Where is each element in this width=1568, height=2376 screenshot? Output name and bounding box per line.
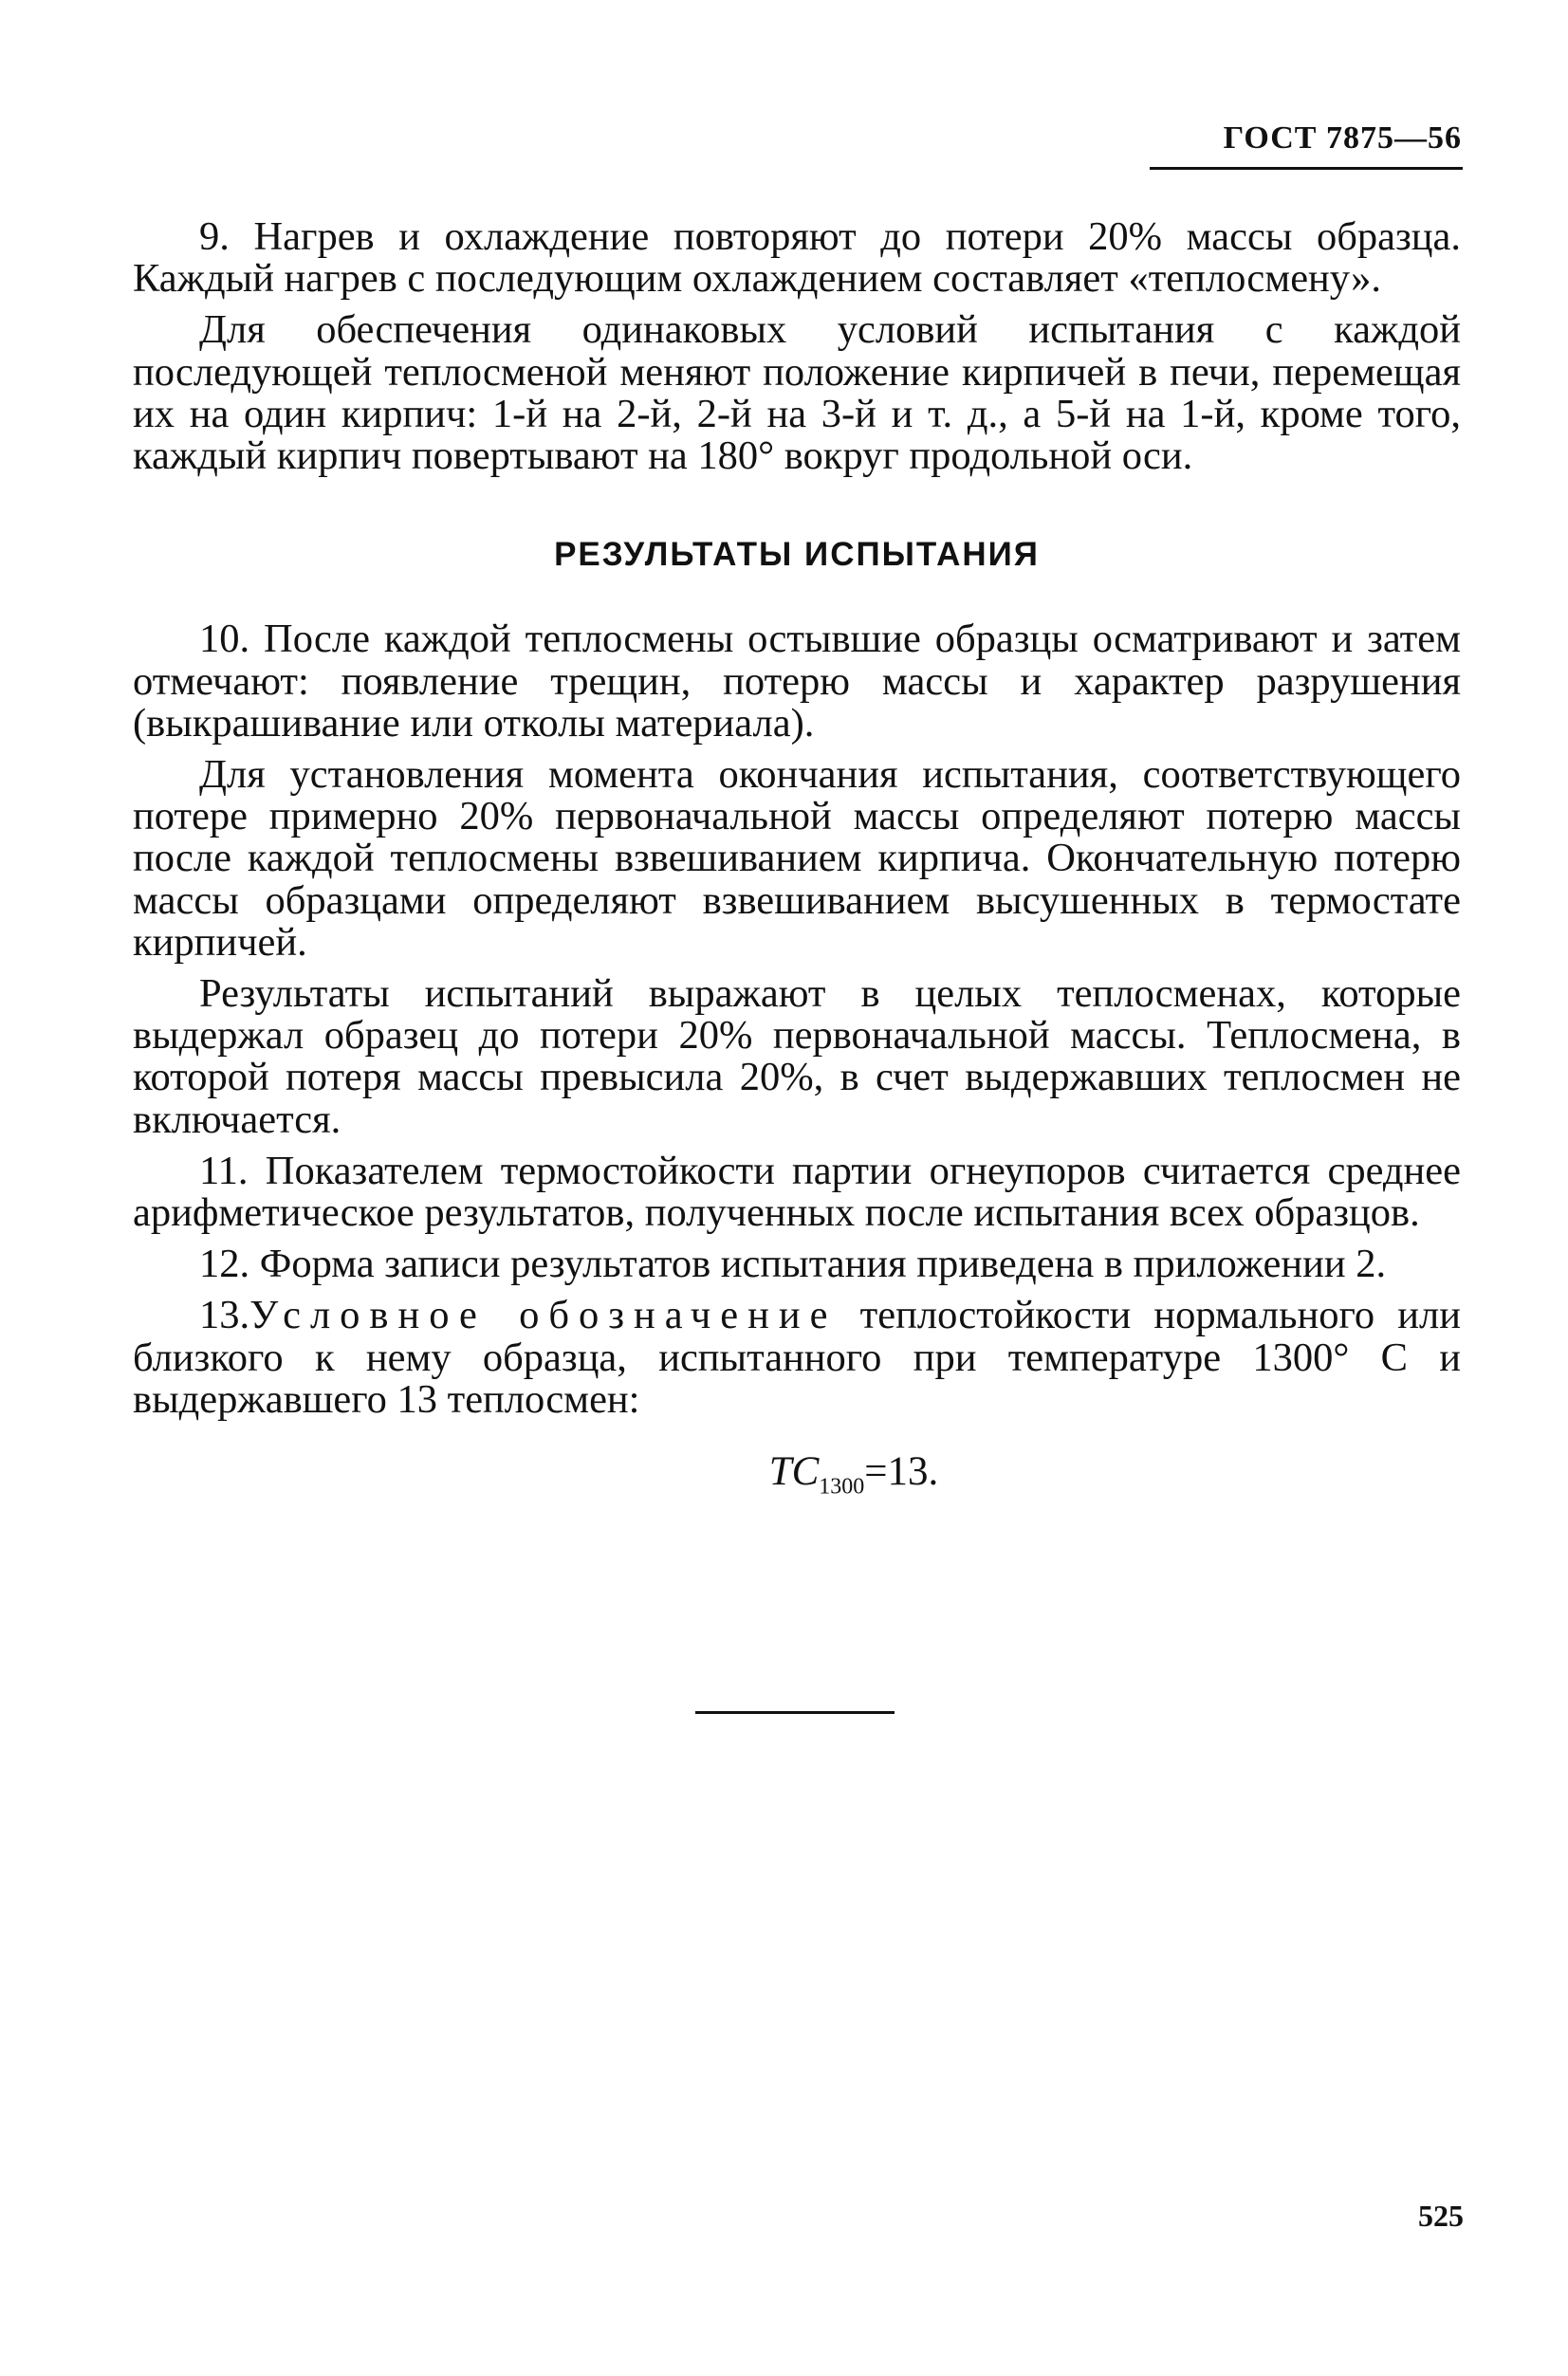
page-number: 525	[1418, 2199, 1464, 2233]
formula-subscript: 1300	[819, 1474, 865, 1500]
paragraph-brick-rotation: Для обеспечения одинаковых условий испытания с каждой последующей теплосменой меняют положение кирпичей в печи, перемещая их на один кирпич: 1-й на 2-й, 2-й на 3-й и т. д., а 5-й на 1-й, кроме того, каждый кирпич повертывают на 180° вокруг продольной оси.	[133, 307, 1461, 479]
end-rule	[695, 1711, 895, 1714]
document-header: ГОСТ 7875—56	[1223, 120, 1462, 156]
paragraph-12: 12. Форма записи результатов испытания приведена в приложении 2.	[199, 1242, 1387, 1287]
item-13-term: Условное обозначение	[249, 1293, 838, 1338]
paragraph-results: Результаты испытаний выражают в целых теплосменах, которые выдержал образец до потери 20% первоначальной массы. Теплосмена, в которой потеря массы превысила 20%, в счет выдержавших теплосмен не включается.	[133, 971, 1461, 1142]
paragraph-13	[133, 1295, 1461, 1421]
header-rule	[1150, 167, 1463, 170]
formula-symbol: TC	[768, 1449, 820, 1495]
section-title: РЕЗУЛЬТАТЫ ИСПЫТАНИЯ	[554, 536, 1040, 574]
paragraph-10: 10. После каждой теплосмены остывшие образцы осматривают и затем отмечают: появление трещин, потерю массы и характер разрушения (выкрашивание или отколы материала).	[133, 617, 1461, 746]
paragraph-9: 9. Нагрев и охлаждение повторяют до потери 20% массы образца. Каждый нагрев с последующим охлаждением составляет «теплосмену».	[133, 214, 1461, 302]
item-13-text: теплостойкости нормального или близкого к нему образца, испытанного при температуре 1300° С и выдержавшего 13 теплосмен:	[133, 1293, 1461, 1422]
item-13-number: 13.	[199, 1293, 250, 1338]
paragraph-11: 11. Показателем термостойкости партии огнеупоров считается среднее арифметическое результатов, полученных после испытания всех образцов.	[133, 1148, 1461, 1236]
formula-value: =13.	[864, 1449, 939, 1495]
paragraph-mass-loss: Для установления момента окончания испытания, соответствующего потере примерно 20% первоначальной массы определяют потерю массы после каждой теплосмены взвешиванием кирпича. Окончательную потерю массы образцами определяют взвешиванием высушенных в термостате кирпичей.	[133, 752, 1461, 965]
document-body	[133, 216, 1461, 1508]
designation-formula	[133, 1451, 1461, 1508]
